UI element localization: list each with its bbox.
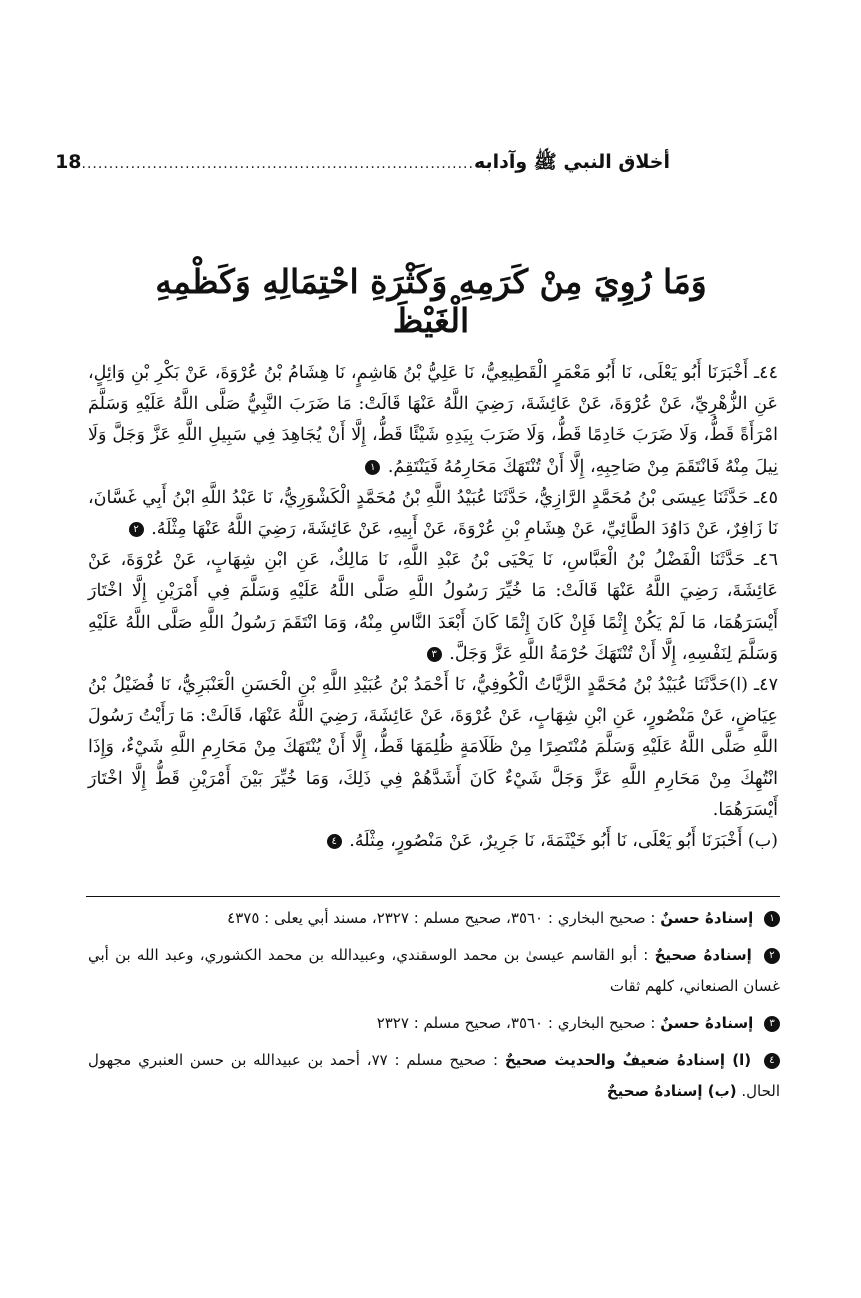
hadith-46 xyxy=(88,545,778,670)
footnotes xyxy=(88,903,780,1113)
hadith-text: حَدَّثَنَا الْفَضْلُ بْنُ الْعَبَّاسِ، نَا يَحْيَى بْنُ عَبْدِ اللَّهِ، نَا مَالِكٌ، عَنِ ابْنِ شِهَابٍ، عَنْ عُرْوَةَ، عَنْ عَائِشَةَ، رَضِيَ اللَّهُ عَنْهَا قَالَتْ: مَا خُيِّرَ رَسُولُ اللَّهِ صَلَّى اللَّهُ عَلَيْهِ وَسَلَّمَ فِي أَمْرَيْنِ إِلَّا اخْتَارَ أَيْسَرَهُمَا، مَا لَمْ يَكُنْ إِثْمًا فَإِنْ كَانَ إِثْمًا كَانَ أَبْعَدَ النَّاسِ مِنْهُ، وَمَا انْتَقَمَ رَسُولُ اللَّهِ صَلَّى اللَّهُ عَلَيْهِ وَسَلَّمَ لِنَفْسِهِ، إِلَّا أَنْ تُنْتَهَكَ حُرْمَةُ اللَّهِ عَزَّ وَجَلَّ. xyxy=(88,550,778,664)
footnote-divider xyxy=(86,896,780,897)
footnote-mark: ٤ xyxy=(764,1053,780,1069)
footnote-1 xyxy=(88,903,780,934)
hadith-text: (ا)حَدَّثَنَا عُبَيْدُ بْنُ مُحَمَّدٍ الزَّيَّاتُ الْكُوفِيُّ، نَا أَحْمَدُ بْنُ عُبَيْدِ اللَّهِ بْنِ الْحَسَنِ الْعَنْبَرِيُّ، نَا فُضَيْلُ بْنُ عِيَاضٍ، عَنْ مَنْصُورٍ، عَنِ ابْنِ شِهَابٍ، عَنْ عُرْوَةَ، عَنْ عَائِشَةَ، رَضِيَ اللَّهُ عَنْهَا، قَالَتْ: مَا رَأَيْتُ رَسُولَ اللَّهِ صَلَّى اللَّهُ عَلَيْهِ وَسَلَّمَ مُنْتَصِرًا مِنْ ظَلَامَةٍ ظُلِمَهَا قَطُّ، إِلَّا أَنْ يُنْتَهَكَ مِنْ مَحَارِمِ اللَّهِ شَيْءٌ، وَإِذَا انْتُهِكَ مِنْ مَحَارِمِ اللَّهِ عَزَّ وَجَلَّ شَيْءٌ كَانَ أَشَدَّهُمْ فِي ذَلِكَ، وَمَا خُيِّرَ بَيْنَ أَمْرَيْنِ قَطُّ إِلَّا اخْتَارَ أَيْسَرَهُمَا. xyxy=(88,675,778,820)
footnote-grade: (ا) إسنادهُ ضعيفٌ والحديث صحيحٌ xyxy=(504,1051,752,1069)
hadith-44 xyxy=(88,358,778,483)
hadith-number: ٤٤ـ xyxy=(754,363,778,383)
footnote-4 xyxy=(88,1045,780,1107)
footnote-text: : صحيح البخاري : ٣٥٦٠، صحيح مسلم : ٢٣٢٧، مسند أبي يعلى : ٤٣٧٥ xyxy=(227,909,656,927)
hadith-number: ٤٦ـ xyxy=(754,550,778,571)
running-header xyxy=(55,150,670,178)
footnote-mark: ٣ xyxy=(764,1016,780,1032)
hadith-body xyxy=(88,358,778,857)
footnote-mark: ١ xyxy=(764,911,780,927)
hadith-45 xyxy=(88,483,778,545)
footnote-grade: إسنادهُ حسنٌ xyxy=(660,1014,754,1032)
chapter-title: وَمَا رُوِيَ مِنْ كَرَمِهِ وَكَثْرَةِ احْتِمَالِهِ وَكَظْمِهِ الْغَيْظَ xyxy=(155,262,707,340)
hadith-number: ٤٧ـ xyxy=(754,675,778,696)
footnote-grade-b: (ب) إسنادهُ صحيحٌ xyxy=(606,1082,737,1100)
hadith-47 xyxy=(88,670,778,826)
leader-dots: ........................................................................ xyxy=(81,156,474,172)
footnote-grade: إسنادهُ حسنٌ xyxy=(660,909,754,927)
book-title: أخلاق النبي ﷺ وآدابه xyxy=(473,151,670,173)
footnote-text: : صحيح البخاري : ٣٥٦٠، صحيح مسلم : ٢٣٢٧ xyxy=(376,1014,656,1032)
hadith-text: حَدَّثَنَا عِيسَى بْنُ مُحَمَّدٍ الرَّازِيُّ، حَدَّثَنَا عُبَيْدُ اللَّهِ بْنُ مُحَمَّدٍ الْكَشْوَرِيُّ، نَا عَبْدُ اللَّهِ ابْنُ أَبِي غَسَّانَ، نَا زَافِرٌ، عَنْ دَاوُدَ الطَّائِيِّ، عَنْ هِشَامِ بْنِ عُرْوَةَ، عَنْ أَبِيهِ، عَنْ عَائِشَةَ، رَضِيَ اللَّهُ عَنْهَا مِثْلَهُ. xyxy=(88,487,778,540)
footnote-grade: إسنادهُ صحيحٌ xyxy=(654,946,752,964)
footnote-ref[interactable]: ١ xyxy=(365,460,380,475)
hadith-continuation: (ب) أَخْبَرَنَا أَبُو يَعْلَى، نَا أَبُو خَيْثَمَةَ، نَا جَرِيرٌ، عَنْ مَنْصُورٍ، مِثْلَهُ. xyxy=(349,831,778,852)
footnote-text: : أبو القاسم عيسىٰ بن محمد الوسقندي، وعبيدالله بن محمد الكشوري، وعبد الله بن أبي غسان الصنعاني، كلهم ثقات xyxy=(88,946,780,995)
footnote-ref[interactable]: ٤ xyxy=(327,834,342,849)
footnote-ref[interactable]: ٣ xyxy=(427,647,442,662)
footnote-text: : صحيح مسلم : ٧٧، أحمد بن عبيدالله بن حسن العنبري مجهول الحال. xyxy=(88,1051,780,1100)
footnote-mark: ٢ xyxy=(764,948,780,964)
hadith-number: ٤٥ـ xyxy=(754,487,778,508)
footnote-2 xyxy=(88,940,780,1002)
hadith-text: أَخْبَرَنَا أَبُو يَعْلَى، نَا أَبُو مَعْمَرٍ الْقَطِيعِيُّ، نَا عَلِيُّ بْنُ هَاشِمٍ، نَا هِشَامُ بْنُ عُرْوَةَ، عَنْ بَكْرِ بْنِ وَائِلٍ، عَنِ الزُّهْرِيِّ، عَنْ عُرْوَةَ، عَنْ عَائِشَةَ، رَضِيَ اللَّهُ عَنْهَا قَالَتْ: مَا ضَرَبَ النَّبِيُّ صَلَّى اللَّهُ عَلَيْهِ وَسَلَّمَ امْرَأَةً قَطُّ، وَلَا ضَرَبَ خَادِمًا قَطُّ، وَلَا ضَرَبَ بِيَدِهِ شَيْئًا قَطُّ، إِلَّا أَنْ يُجَاهِدَ فِي سَبِيلِ اللَّهِ عَزَّ وَجَلَّ وَلَا نِيلَ مِنْهُ فَانْتَقَمَ مِنْ صَاحِبِهِ، إِلَّا أَنْ تُنْتَهَكَ مَحَارِمُهُ فَيَنْتَقِمُ. xyxy=(88,363,778,477)
hadith-47-b xyxy=(88,826,778,857)
footnote-3 xyxy=(88,1008,780,1039)
page-number: 18 xyxy=(55,151,82,173)
footnote-ref[interactable]: ٢ xyxy=(129,522,144,537)
